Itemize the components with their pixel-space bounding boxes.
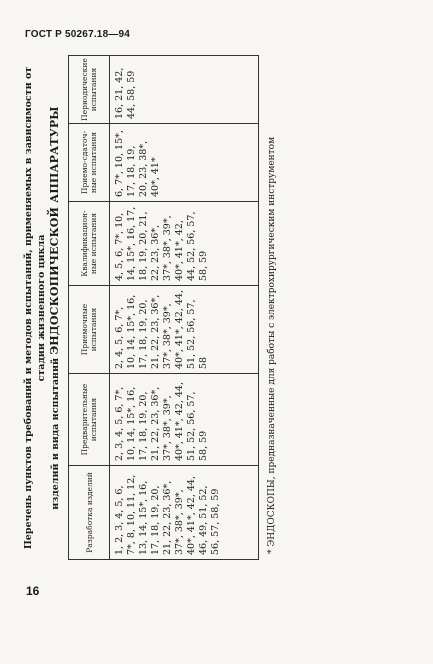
table-cell: 2, 3, 4, 5, 6, 7*, 10, 14, 15*, 16, 17, 18, 19, 20, 21, 22, 23, 36*, 37*, 38*, 39*, 40*, 41*, 42, 44, 51, 52, 56, 57, 58, 59 (110, 374, 259, 466)
title-line-2 (48, 48, 62, 568)
table-cell: 1, 2, 3, 4, 5, 6, 7*, 8, 10, 11, 12, 13, 14, 15*, 16, 17, 18, 19, 20, 21, 22, 23, 36*, 37*, 38*, 39*, 40*, 41*, 42, 44, 46, 49, 51, 52, 56, 57, 58, 59 (110, 466, 259, 560)
table-header-row (69, 56, 110, 560)
column-header: Приемочные испытания (69, 286, 110, 374)
column-header: Квалификацион-ные испытания (69, 202, 110, 286)
rotated-table-block (20, 48, 340, 568)
footnote: * ЭНДОСКОПЫ, предназначенные для работы с электрохирургическим инструментом (267, 136, 277, 554)
document-header: ГОСТ Р 50267.18—94 (25, 29, 131, 40)
column-header: Приемо-сдаточ-ные испытания (69, 124, 110, 202)
page-number: 16 (26, 584, 40, 598)
title-line-2-prefix: изделий и вида испытаний (50, 357, 61, 510)
table-cell: 4, 5, 6, 7*, 10, 14, 15*, 16, 17, 18, 19, 20, 21, 22, 23, 36*, 37*, 38*, 39*, 40*, 41*, 42, 44, 52, 56, 57, 58, 59 (110, 202, 259, 286)
title-line-1: Перечень пунктов требований и методов испытаний, применяемых в зависимости от стадии жизненного цикла (23, 66, 47, 550)
column-header: Периодические испытания (69, 56, 110, 124)
table-cell: 2, 4, 5, 6, 7*, 10, 14, 15*, 16, 17, 18, 19, 20, 21, 22, 23, 36*, 37*, 38*, 39*, 40*, 41*, 42, 44, 51, 52, 56, 57, 58 (110, 286, 259, 374)
column-header: Предварительные испытания (69, 374, 110, 466)
table-row (110, 56, 259, 560)
title-line-2-caps: ЭНДОСКОПИЧЕСКОЙ АППАРАТУРЫ (48, 106, 61, 355)
table-cell: 16, 21, 42, 44, 58, 59 (110, 56, 259, 124)
table-title (22, 48, 62, 568)
column-header: Разработка изделий (69, 466, 110, 560)
table-cell: 6, 7*, 10, 15*, 17, 18, 19, 20, 23, 38*, 40*, 41* (110, 124, 259, 202)
requirements-table (68, 55, 259, 560)
